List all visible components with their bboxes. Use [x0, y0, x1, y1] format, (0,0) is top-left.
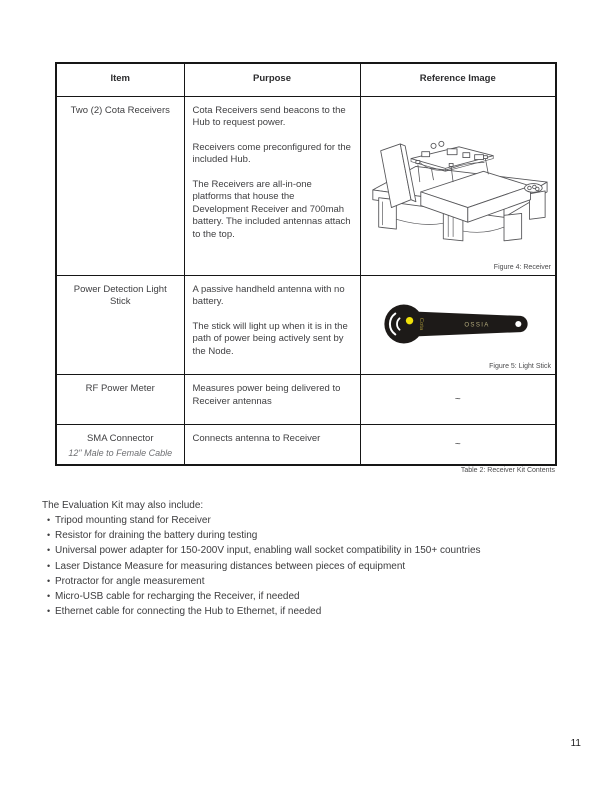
intro-line: The Evaluation Kit may also include:: [42, 500, 204, 511]
bullet-icon: •: [47, 545, 51, 556]
list-item: [42, 589, 582, 604]
bullet-icon: •: [47, 606, 51, 617]
item-subtitle: 12" Male to Female Cable: [68, 447, 173, 458]
page-number: 11: [570, 738, 581, 749]
purpose-paragraph: The stick will light up when it is in the path of power being actively sent by the Node.: [192, 320, 348, 357]
purpose-paragraph: A passive handheld antenna with no battery.: [192, 283, 345, 308]
purpose-cell: [184, 375, 360, 425]
bullet-icon: •: [47, 515, 51, 525]
bullet-icon: •: [47, 591, 51, 602]
list-item: [42, 513, 582, 528]
item-name: SMA Connector: [86, 433, 154, 445]
column-header-item: Item: [56, 63, 184, 96]
evaluation-kit-notes: [42, 498, 582, 619]
table-header-row: [56, 63, 556, 96]
purpose-cell: [184, 96, 360, 275]
figure-caption: Figure 4: Receiver: [493, 263, 551, 271]
purpose-paragraph: Measures power being delivered to Receiver antennas: [192, 383, 341, 407]
list-item-text: Micro-USB cable for recharging the Receiver, if needed: [55, 591, 300, 603]
reference-image-cell: [360, 96, 556, 275]
bullet-icon: •: [47, 530, 51, 541]
item-cell: Power Detection Light Stick: [56, 275, 184, 375]
bullet-icon: •: [47, 575, 51, 586]
table-row: [56, 425, 556, 465]
purpose-cell: [184, 275, 360, 375]
column-header-reference: Reference Image: [360, 63, 556, 96]
item-cell: [56, 425, 184, 465]
table-row: [56, 96, 556, 275]
purpose-paragraph: Cota Receivers send beacons to the Hub to request power.: [192, 104, 346, 129]
list-item: [42, 574, 582, 589]
list-item-text: Ethernet cable for connecting the Hub to Ethernet, if needed: [55, 606, 322, 618]
stick-brand-label: OSSIA: [464, 320, 490, 328]
list-item-text: Protractor for angle measurement: [55, 575, 205, 587]
stick-side-label: Cota: [417, 317, 424, 330]
receiver-kit-table: [55, 62, 557, 466]
item-cell: Two (2) Cota Receivers: [56, 96, 184, 275]
list-item-text: Universal power adapter for 150-200V input, enabling wall socket compatibility in 150+ countries: [55, 545, 481, 557]
bullet-icon: •: [47, 560, 51, 571]
list-item: [42, 604, 582, 619]
led-dot: [406, 316, 413, 323]
item-cell: RF Power Meter: [56, 375, 184, 425]
purpose-paragraph: Receivers come preconfigured for the included Hub.: [192, 141, 351, 166]
table-caption: Table 2: Receiver Kit Contents: [460, 467, 555, 474]
table-row: [56, 275, 556, 375]
table-row: [56, 375, 556, 425]
list-item-text: Tripod mounting stand for Receiver: [55, 515, 211, 526]
list-item-text: Resistor for draining the battery during testing: [55, 530, 258, 542]
list-item: [42, 528, 582, 543]
purpose-cell: [184, 425, 360, 465]
reference-placeholder: ~: [360, 375, 556, 425]
reference-image-cell: [360, 275, 556, 375]
list-item: [42, 559, 582, 574]
bullet-list: [42, 513, 582, 619]
reference-placeholder: ~: [360, 425, 556, 465]
list-item-text: Laser Distance Measure for measuring distances between pieces of equipment: [55, 560, 406, 572]
column-header-purpose: Purpose: [184, 63, 360, 96]
list-item: [42, 543, 582, 558]
receiver-drawing: [365, 125, 551, 247]
figure-caption: Figure 5: Light Stick: [489, 363, 551, 371]
light-stick-drawing: [382, 303, 534, 345]
purpose-paragraph: The Receivers are all-in-one platforms that house the Development Receiver and 700mah battery. The included antennas attach to the top.: [192, 178, 351, 240]
purpose-paragraph: Connects antenna to Receiver: [192, 433, 321, 445]
